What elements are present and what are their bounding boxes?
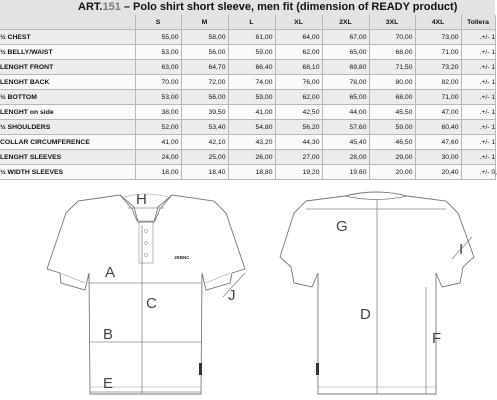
header-size-cell: L	[228, 15, 275, 30]
size-value-cell: 45,50	[369, 105, 415, 120]
title-text: – Polo shirt short sleeve, men fit (dimension of READY product)	[120, 1, 458, 13]
size-value-cell: 25,00	[181, 150, 228, 165]
marker-H: H	[136, 191, 147, 208]
size-value-cell: 45,40	[322, 135, 369, 150]
size-value-cell: 56,20	[275, 120, 322, 135]
header-size-cell: 4XL	[415, 15, 461, 30]
size-value-cell: 64,70	[181, 60, 228, 75]
art-number: 151	[102, 1, 121, 13]
size-value-cell: 71,00	[415, 90, 461, 105]
size-value-cell: 56,00	[181, 45, 228, 60]
table-row	[0, 30, 495, 45]
table-row	[0, 105, 495, 120]
size-value-cell: 29,00	[369, 150, 415, 165]
table-row	[0, 165, 495, 180]
tolerance-cell: .+/- 1	[461, 135, 495, 150]
size-value-cell: 42,50	[275, 105, 322, 120]
size-value-cell: 63,00	[135, 60, 181, 75]
marker-A: A	[105, 264, 116, 281]
size-value-cell: 53,00	[135, 45, 181, 60]
size-value-cell: 19,60	[322, 165, 369, 180]
row-label: LENGHT FRONT	[0, 60, 135, 75]
size-value-cell: 62,00	[275, 90, 322, 105]
size-value-cell: 82,00	[415, 75, 461, 90]
table-row	[0, 60, 495, 75]
size-value-cell: 56,00	[181, 90, 228, 105]
size-value-cell: 27,00	[275, 150, 322, 165]
table-row	[0, 150, 495, 165]
size-value-cell: 55,00	[135, 30, 181, 45]
row-label: ½ WIDTH SLEEVES	[0, 165, 135, 180]
size-value-cell: 39,50	[181, 105, 228, 120]
spec-title	[78, 0, 457, 15]
size-value-cell: 61,00	[228, 30, 275, 45]
size-value-cell: 59,00	[228, 45, 275, 60]
marker-B: B	[103, 326, 114, 343]
size-value-cell: 59,00	[228, 90, 275, 105]
size-value-cell: 70,00	[369, 30, 415, 45]
size-value-cell: 74,00	[228, 75, 275, 90]
size-value-cell: 58,00	[181, 30, 228, 45]
table-row	[0, 45, 495, 60]
size-value-cell: 59,00	[369, 120, 415, 135]
table-row	[0, 75, 495, 90]
size-value-cell: 57,60	[322, 120, 369, 135]
size-value-cell: 28,00	[322, 150, 369, 165]
size-value-cell: 19,20	[275, 165, 322, 180]
table-header-row	[0, 15, 495, 30]
size-value-cell: 46,50	[369, 135, 415, 150]
size-value-cell: 62,00	[275, 45, 322, 60]
size-value-cell: 20,00	[369, 165, 415, 180]
size-value-cell: 20,40	[415, 165, 461, 180]
front-logo: JRBNC	[174, 255, 190, 260]
size-value-cell: 53,40	[181, 120, 228, 135]
tolerance-cell: .+/- 1	[461, 30, 495, 45]
header-label-cell	[0, 15, 135, 30]
size-value-cell: 73,00	[415, 30, 461, 45]
size-value-cell: 26,00	[228, 150, 275, 165]
marker-D: D	[360, 306, 371, 323]
marker-I: I	[459, 241, 464, 258]
size-value-cell: 18,40	[181, 165, 228, 180]
table-body	[0, 30, 495, 180]
size-value-cell: 24,00	[135, 150, 181, 165]
row-label: ½ SHOULDERS	[0, 120, 135, 135]
size-value-cell: 60,40	[415, 120, 461, 135]
header-size-cell: XL	[275, 15, 322, 30]
size-value-cell: 66,40	[228, 60, 275, 75]
side-label-tab	[199, 363, 202, 375]
marker-C: C	[146, 295, 157, 312]
size-value-cell: 44,00	[322, 105, 369, 120]
tolerance-cell: .+/- 1	[461, 105, 495, 120]
size-value-cell: 80,00	[369, 75, 415, 90]
row-label: ½ BOTTOM	[0, 90, 135, 105]
row-label: COLLAR CIRCUMFERENCE	[0, 135, 135, 150]
art-prefix: ART.	[78, 1, 103, 13]
size-value-cell: 65,00	[322, 90, 369, 105]
tolerance-cell: .+/- 1	[461, 120, 495, 135]
size-value-cell: 53,00	[135, 90, 181, 105]
size-value-cell: 71,50	[369, 60, 415, 75]
size-value-cell: 42,10	[181, 135, 228, 150]
table-row	[0, 90, 495, 105]
size-value-cell: 78,00	[322, 75, 369, 90]
size-value-cell: 73,20	[415, 60, 461, 75]
table-row	[0, 120, 495, 135]
size-value-cell: 18,00	[135, 165, 181, 180]
tolerance-cell: .+/- 1	[461, 60, 495, 75]
polo-shirt-drawing	[0, 187, 495, 400]
size-value-cell: 76,00	[275, 75, 322, 90]
tolerance-cell: .+/- 1	[461, 90, 495, 105]
header-size-cell: M	[181, 15, 228, 30]
table-row	[0, 135, 495, 150]
front-view	[47, 194, 245, 394]
row-label: ½ CHEST	[0, 30, 135, 45]
size-value-cell: 72,00	[181, 75, 228, 90]
size-value-cell: 68,00	[369, 90, 415, 105]
size-value-cell: 47,60	[415, 135, 461, 150]
spec-title-bar	[0, 0, 495, 16]
size-value-cell: 44,30	[275, 135, 322, 150]
tolerance-cell: .+/- 1	[461, 75, 495, 90]
tolerance-cell: .+/- 0,	[461, 165, 495, 180]
marker-J: J	[228, 287, 236, 304]
back-side-label	[316, 363, 319, 375]
size-value-cell: 70,00	[135, 75, 181, 90]
size-value-cell: 30,00	[415, 150, 461, 165]
marker-G: G	[336, 218, 348, 235]
size-value-cell: 65,00	[322, 45, 369, 60]
size-value-cell: 67,00	[322, 30, 369, 45]
row-label: LENGHT SLEEVES	[0, 150, 135, 165]
header-size-cell: Tollera	[461, 15, 495, 30]
marker-E: E	[103, 375, 114, 392]
size-value-cell: 41,00	[228, 105, 275, 120]
size-table	[0, 15, 496, 180]
header-size-cell: 3XL	[369, 15, 415, 30]
size-value-cell: 64,00	[275, 30, 322, 45]
size-value-cell: 41,00	[135, 135, 181, 150]
size-value-cell: 18,80	[228, 165, 275, 180]
row-label: LENGHT BACK	[0, 75, 135, 90]
size-value-cell: 52,00	[135, 120, 181, 135]
header-size-cell: S	[135, 15, 181, 30]
row-label: ½ BELLY/WAIST	[0, 45, 135, 60]
size-value-cell: 69,80	[322, 60, 369, 75]
size-value-cell: 54,80	[228, 120, 275, 135]
size-value-cell: 71,00	[415, 45, 461, 60]
size-value-cell: 47,00	[415, 105, 461, 120]
size-value-cell: 68,00	[369, 45, 415, 60]
tolerance-cell: .+/- 1	[461, 150, 495, 165]
size-value-cell: 38,00	[135, 105, 181, 120]
row-label: LENGHT on side	[0, 105, 135, 120]
size-value-cell: 43,20	[228, 135, 275, 150]
header-size-cell: 2XL	[322, 15, 369, 30]
marker-F: F	[432, 330, 442, 347]
tolerance-cell: .+/- 1	[461, 45, 495, 60]
size-value-cell: 68,10	[275, 60, 322, 75]
back-view	[280, 192, 474, 394]
